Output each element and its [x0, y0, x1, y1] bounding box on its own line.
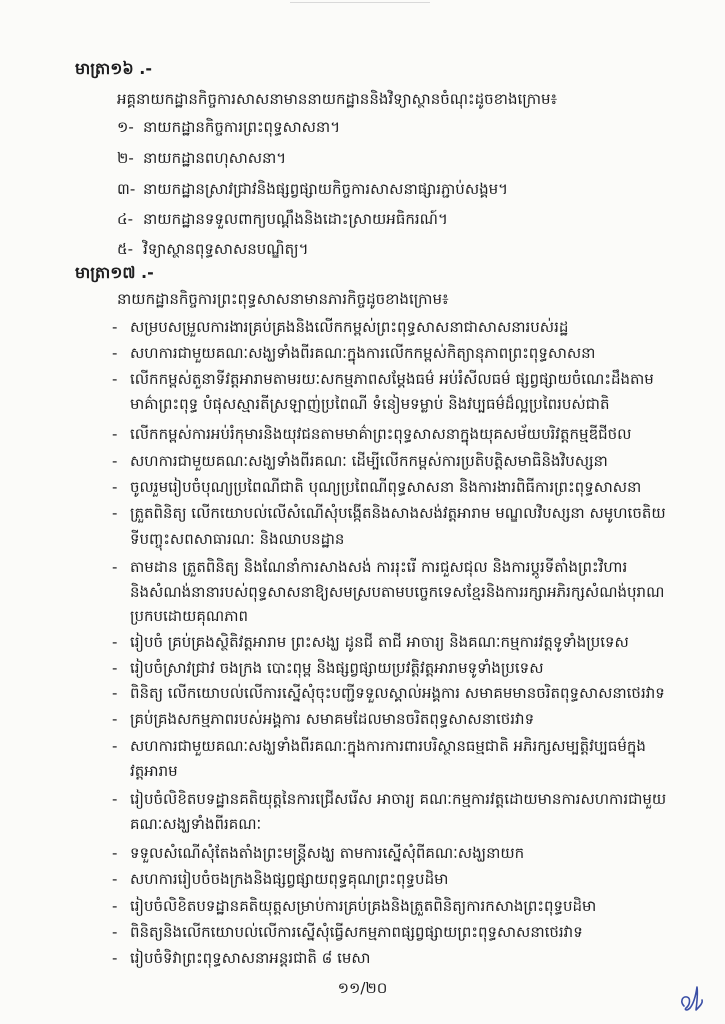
bullet-dash: - — [112, 897, 118, 915]
bullet-dash: - — [112, 318, 118, 336]
bullet-dash: - — [112, 478, 118, 496]
item-number: ៤- — [117, 210, 134, 228]
duty-item-text: រៀបចំលិខិតបទដ្ឋានគតិយុត្តសម្រាប់ការគ្រប់គ្រងនិងត្រួតពិនិត្យការកសាងព្រះពុទ្ធបដិមា — [130, 897, 597, 915]
duty-item — [112, 314, 702, 340]
duty-item-continuation: ប្រកបដោយគុណភាព — [130, 607, 248, 625]
duty-item — [112, 919, 702, 945]
handwritten-initial — [678, 984, 706, 1014]
bullet-dash: - — [112, 558, 118, 576]
duty-item-text: រៀបចំស្រាវជ្រាវ ចងក្រង បោះពុម្ព និងផ្សព្វផ្សាយប្រវត្តិវត្តអារាមទូទាំងប្រទេស — [130, 659, 544, 677]
item-text: វិទ្យាស្ថានពុទ្ធសាសនបណ្ឌិត្យ។ — [143, 240, 309, 258]
duty-item-continuation: វត្តអារាម — [130, 762, 178, 780]
duty-item-text: ពិនិត្យនិងលើកយោបល់លើការស្នើសុំធ្វើសកម្មភាពផ្សព្វផ្សាយព្រះពុទ្ធសាសនាថេរវាទ — [130, 923, 583, 941]
bullet-dash: - — [112, 844, 118, 862]
duty-item — [112, 421, 702, 447]
duty-item-text: រៀបចំទិវាព្រះពុទ្ធសាសនាអន្តរជាតិ ៨ មេសា — [130, 949, 371, 967]
item-text: នាយកដ្ឋានកិច្ចការព្រះពុទ្ធសាសនា។ — [143, 118, 341, 136]
bullet-dash: - — [112, 923, 118, 941]
duty-item-text: គ្រប់គ្រងសកម្មភាពរបស់អង្គការ សមាគមដែលមានចរិតពុទ្ធសាសនាថេរវាទ — [130, 710, 535, 728]
bullet-dash: - — [112, 344, 118, 362]
bullet-dash: - — [112, 452, 118, 470]
duty-item — [112, 680, 702, 706]
duty-item-continuation: មាគ៌ាព្រះពុទ្ធ បំផុសស្មារតីស្រឡាញ់ប្រពៃណី ទំនៀមទម្លាប់ និងវប្បធម៌ដ៏ល្អប្រពៃរបស់ជាតិ — [130, 395, 610, 413]
duty-item — [112, 629, 702, 655]
duty-item — [112, 554, 702, 580]
numbered-item — [117, 114, 697, 140]
bullet-dash: - — [112, 790, 118, 808]
duty-item-text: ត្រួតពិនិត្យ លើកយោបល់លើសំណើសុំបង្កើតនិងសាងសង់វត្តអារាម មណ្ឌលវិបស្សនា សមូហចេតិយ — [130, 504, 666, 522]
duty-item-text: សហការជាមួយគណៈសង្ឃទាំងពីរគណៈក្នុងការលើកកម្ពស់កិត្យានុភាពព្រះពុទ្ធសាសនា — [130, 344, 596, 362]
bullet-dash: - — [112, 425, 118, 443]
duty-item-text: សហការរៀបចំចងក្រងនិងផ្សព្វផ្សាយពុទ្ធគុណព្រះពុទ្ធបដិមា — [130, 870, 449, 888]
bullet-dash: - — [112, 684, 118, 702]
article-heading: មាត្រា១៧ .- — [75, 263, 154, 282]
duty-item-text: សហការជាមួយគណៈសង្ឃទាំងពីរគណៈ ដើម្បីលើកកម្ពស់ការប្រតិបត្តិសមាធិនិងវិបស្សនា — [130, 452, 608, 470]
numbered-item — [117, 176, 697, 202]
duty-item — [112, 500, 702, 526]
article-intro: នាយកដ្ឋានកិច្ចការព្រះពុទ្ធសាសនាមានភារកិច្ចដូចខាងក្រោម៖ — [117, 290, 449, 308]
item-number: ២- — [117, 149, 134, 167]
item-text: នាយកដ្ឋានពហុសាសនា។ — [143, 149, 287, 167]
duty-item-text: ទទួលសំណើសុំតែងតាំងព្រះមន្ត្រីសង្ឃ តាមការស្នើសុំពីគណៈសង្ឃនាយក — [130, 844, 525, 862]
article-heading: មាត្រា១៦ .- — [75, 59, 152, 78]
duty-item — [112, 866, 702, 892]
duty-item-text: សហការជាមួយគណៈសង្ឃទាំងពីរគណៈក្នុងការការពារបរិស្ថានធម្មជាតិ អភិរក្សសម្បត្តិវប្បធម៌ក្នុង — [130, 737, 646, 755]
bullet-dash: - — [112, 737, 118, 755]
duty-item — [112, 840, 702, 866]
duty-item — [112, 893, 702, 919]
item-number: ៣- — [117, 180, 136, 198]
bullet-dash: - — [112, 633, 118, 651]
duty-item-continuation: និងសំណង់នានារបស់ពុទ្ធសាសនាឱ្យសមស្របតាមបច្ចេកទេសខ្មែរនិងការរក្សាអភិរក្សសំណង់បុរាណ — [130, 583, 665, 601]
bullet-dash: - — [112, 949, 118, 967]
duty-item-text: រៀបចំ គ្រប់គ្រងស្ថិតិវត្តអារាម ព្រះសង្ឃ ដូនជី តាជី អាចារ្យ និងគណៈកម្មការវត្តទូទាំងប្រទេស — [130, 633, 629, 651]
duty-item — [112, 366, 702, 392]
duty-item-text: ពិនិត្យ លើកយោបល់លើការស្នើសុំចុះបញ្ជីទទួលស្គាល់អង្គការ សមាគមមានចរិតពុទ្ធសាសនាថេរវាទ — [130, 684, 665, 702]
bullet-dash: - — [112, 870, 118, 888]
duty-item-text: លើកកម្ពស់តួនាទីវត្តអារាមតាមរយៈសកម្មភាពសម្ដែងធម៌ អប់រំសីលធម៌ ផ្សព្វផ្សាយចំណេះដឹងតាម — [130, 370, 654, 388]
duty-item — [112, 786, 702, 812]
numbered-item — [117, 236, 697, 262]
duty-item-text: រៀបចំលិខិតបទដ្ឋានគតិយុត្តនៃការជ្រើសរើស អាចារ្យ គណៈកម្មការវត្តដោយមានការសហការជាមួយ — [130, 790, 667, 808]
duty-item-text: តាមដាន ត្រួតពិនិត្យ និងណែនាំការសាងសង់ ការរុះរើ ការជួសជុល និងការប្ដូរទីតាំងព្រះវិហារ — [130, 558, 628, 576]
duty-item-text: លើកកម្ពស់ការអប់រំកុមារនិងយុវជនតាមមាគ៌ាព្រះពុទ្ធសាសនាក្នុងយុគសម័យបរិវត្តកម្មឌីជីថល — [130, 425, 632, 443]
scan-artifact-line — [290, 2, 430, 3]
item-number: ៥- — [117, 240, 134, 258]
bullet-dash: - — [112, 659, 118, 677]
numbered-item — [117, 145, 697, 171]
item-number: ១- — [117, 118, 134, 136]
duty-item — [112, 945, 702, 971]
item-text: នាយកដ្ឋានស្រាវជ្រាវនិងផ្សព្វផ្សាយកិច្ចការសាសនាផ្សារភ្ជាប់សង្គម។ — [143, 180, 509, 198]
article-intro: អគ្គនាយកដ្ឋានកិច្ចការសាសនាមាននាយកដ្ឋាននិងវិទ្យាស្ថានចំណុះដូចខាងក្រោម៖ — [117, 90, 558, 108]
duty-item-text: សម្របសម្រួលការងារគ្រប់គ្រងនិងលើកកម្ពស់ព្រះពុទ្ធសាសនាជាសាសនារបស់រដ្ឋ — [130, 318, 569, 336]
duty-item-continuation: ទីបញ្ចុះសពសាធារណៈ និងឈាបនដ្ឋាន — [130, 530, 345, 548]
bullet-dash: - — [112, 710, 118, 728]
duty-item — [112, 706, 702, 732]
bullet-dash: - — [112, 370, 118, 388]
duty-item — [112, 340, 702, 366]
duty-item — [112, 474, 702, 500]
numbered-item — [117, 206, 697, 232]
duty-item — [112, 733, 702, 759]
item-text: នាយកដ្ឋានទទួលពាក្យបណ្ដឹងនិងដោះស្រាយអធិករណ៍។ — [143, 210, 448, 228]
duty-item-continuation: គណៈសង្ឃទាំងពីរគណៈ — [130, 815, 262, 833]
duty-item-text: ចូលរួមរៀបចំបុណ្យប្រពៃណីជាតិ បុណ្យប្រពៃណីពុទ្ធសាសនា និងការងារពិធីការព្រះពុទ្ធសាសនា — [130, 478, 642, 496]
bullet-dash: - — [112, 504, 118, 522]
duty-item — [112, 448, 702, 474]
duty-item — [112, 655, 702, 681]
page-number: ១១/២០ — [337, 979, 388, 997]
